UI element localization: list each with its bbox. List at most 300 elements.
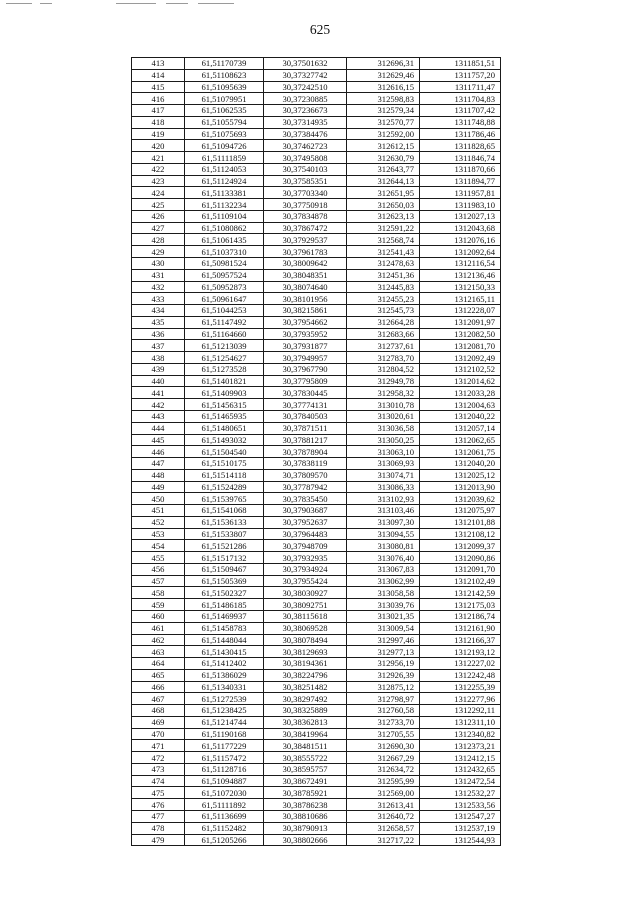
latitude-cell: 61,50981524: [185, 258, 264, 270]
x-coordinate-cell: 312630,79: [347, 152, 420, 164]
y-coordinate-cell: 1312040,20: [420, 458, 501, 470]
latitude-cell: 61,51094726: [185, 140, 264, 152]
x-coordinate-cell: 313094,55: [347, 528, 420, 540]
longitude-cell: 30,37834878: [264, 210, 347, 222]
point-number-cell: 468: [132, 705, 185, 717]
x-coordinate-cell: 313020,61: [347, 410, 420, 422]
point-number-cell: 450: [132, 493, 185, 505]
point-number-cell: 420: [132, 140, 185, 152]
table-row: [132, 434, 501, 446]
x-coordinate-cell: 312651,95: [347, 187, 420, 199]
point-number-cell: 440: [132, 375, 185, 387]
table-row: [132, 199, 501, 211]
x-coordinate-cell: 312690,30: [347, 740, 420, 752]
y-coordinate-cell: 1312544,93: [420, 834, 501, 846]
point-number-cell: 465: [132, 669, 185, 681]
y-coordinate-cell: 1311851,51: [420, 58, 501, 70]
table-row: [132, 822, 501, 834]
x-coordinate-cell: 313036,58: [347, 422, 420, 434]
table-row: [132, 410, 501, 422]
point-number-cell: 436: [132, 328, 185, 340]
table-row: [132, 716, 501, 728]
longitude-cell: 30,37867472: [264, 222, 347, 234]
x-coordinate-cell: 312613,41: [347, 799, 420, 811]
x-coordinate-cell: 313086,33: [347, 481, 420, 493]
point-number-cell: 460: [132, 610, 185, 622]
point-number-cell: 414: [132, 69, 185, 81]
x-coordinate-cell: 312592,00: [347, 128, 420, 140]
table-row: [132, 81, 501, 93]
point-number-cell: 423: [132, 175, 185, 187]
x-coordinate-cell: 312737,61: [347, 340, 420, 352]
latitude-cell: 61,51075693: [185, 128, 264, 140]
table-row: [132, 305, 501, 317]
table-row: [132, 458, 501, 470]
longitude-cell: 30,38251482: [264, 681, 347, 693]
longitude-cell: 30,37501632: [264, 58, 347, 70]
longitude-cell: 30,38129693: [264, 646, 347, 658]
y-coordinate-cell: 1312102,52: [420, 363, 501, 375]
latitude-cell: 61,51458783: [185, 622, 264, 634]
latitude-cell: 61,51505369: [185, 575, 264, 587]
table-row: [132, 152, 501, 164]
table-row: [132, 340, 501, 352]
table-row: [132, 669, 501, 681]
longitude-cell: 30,38092751: [264, 599, 347, 611]
x-coordinate-cell: 312949,78: [347, 375, 420, 387]
x-coordinate-cell: 312926,39: [347, 669, 420, 681]
table-row: [132, 246, 501, 258]
y-coordinate-cell: 1312228,07: [420, 305, 501, 317]
latitude-cell: 61,51109104: [185, 210, 264, 222]
point-number-cell: 469: [132, 716, 185, 728]
latitude-cell: 61,51177229: [185, 740, 264, 752]
point-number-cell: 462: [132, 634, 185, 646]
table-row: [132, 740, 501, 752]
point-number-cell: 429: [132, 246, 185, 258]
longitude-cell: 30,37242510: [264, 81, 347, 93]
y-coordinate-cell: 1311757,20: [420, 69, 501, 81]
y-coordinate-cell: 1312040,22: [420, 410, 501, 422]
table-row: [132, 469, 501, 481]
x-coordinate-cell: 313058,58: [347, 587, 420, 599]
latitude-cell: 61,51214744: [185, 716, 264, 728]
x-coordinate-cell: 312569,00: [347, 787, 420, 799]
y-coordinate-cell: 1312013,90: [420, 481, 501, 493]
y-coordinate-cell: 1312311,10: [420, 716, 501, 728]
table-row: [132, 352, 501, 364]
y-coordinate-cell: 1312432,65: [420, 763, 501, 775]
longitude-cell: 30,38810686: [264, 811, 347, 823]
table-row: [132, 799, 501, 811]
longitude-cell: 30,37964483: [264, 528, 347, 540]
y-coordinate-cell: 1312039,62: [420, 493, 501, 505]
point-number-cell: 421: [132, 152, 185, 164]
table-row: [132, 269, 501, 281]
longitude-cell: 30,37952637: [264, 516, 347, 528]
table-row: [132, 105, 501, 117]
longitude-cell: 30,37871511: [264, 422, 347, 434]
table-row: [132, 775, 501, 787]
table-row: [132, 387, 501, 399]
y-coordinate-cell: 1312101,88: [420, 516, 501, 528]
latitude-cell: 61,51480651: [185, 422, 264, 434]
longitude-cell: 30,37878904: [264, 446, 347, 458]
longitude-cell: 30,38297492: [264, 693, 347, 705]
longitude-cell: 30,37934924: [264, 563, 347, 575]
x-coordinate-cell: 312644,13: [347, 175, 420, 187]
latitude-cell: 61,51157472: [185, 752, 264, 764]
latitude-cell: 61,51080862: [185, 222, 264, 234]
longitude-cell: 30,37795809: [264, 375, 347, 387]
table-row: [132, 540, 501, 552]
point-number-cell: 441: [132, 387, 185, 399]
coordinates-table: [131, 57, 501, 846]
table-row: [132, 516, 501, 528]
longitude-cell: 30,37830445: [264, 387, 347, 399]
x-coordinate-cell: 313050,25: [347, 434, 420, 446]
x-coordinate-cell: 312541,43: [347, 246, 420, 258]
longitude-cell: 30,37774131: [264, 399, 347, 411]
x-coordinate-cell: 312717,22: [347, 834, 420, 846]
latitude-cell: 61,51539765: [185, 493, 264, 505]
point-number-cell: 473: [132, 763, 185, 775]
latitude-cell: 61,50961647: [185, 293, 264, 305]
latitude-cell: 61,51124924: [185, 175, 264, 187]
table-row: [132, 69, 501, 81]
longitude-cell: 30,37585351: [264, 175, 347, 187]
table-row: [132, 834, 501, 846]
x-coordinate-cell: 313097,30: [347, 516, 420, 528]
point-number-cell: 464: [132, 658, 185, 670]
longitude-cell: 30,37881217: [264, 434, 347, 446]
y-coordinate-cell: 1312537,19: [420, 822, 501, 834]
y-coordinate-cell: 1311786,46: [420, 128, 501, 140]
longitude-cell: 30,37903687: [264, 505, 347, 517]
x-coordinate-cell: 312658,57: [347, 822, 420, 834]
x-coordinate-cell: 312629,46: [347, 69, 420, 81]
y-coordinate-cell: 1312061,75: [420, 446, 501, 458]
point-number-cell: 458: [132, 587, 185, 599]
point-number-cell: 417: [132, 105, 185, 117]
x-coordinate-cell: 313062,99: [347, 575, 420, 587]
latitude-cell: 61,51465935: [185, 410, 264, 422]
y-coordinate-cell: 1312292,11: [420, 705, 501, 717]
point-number-cell: 463: [132, 646, 185, 658]
point-number-cell: 447: [132, 458, 185, 470]
longitude-cell: 30,37540103: [264, 163, 347, 175]
longitude-cell: 30,37495808: [264, 152, 347, 164]
y-coordinate-cell: 1312102,49: [420, 575, 501, 587]
point-number-cell: 433: [132, 293, 185, 305]
longitude-cell: 30,37967790: [264, 363, 347, 375]
point-number-cell: 457: [132, 575, 185, 587]
latitude-cell: 61,51062535: [185, 105, 264, 117]
latitude-cell: 61,51170739: [185, 58, 264, 70]
point-number-cell: 438: [132, 352, 185, 364]
y-coordinate-cell: 1312533,56: [420, 799, 501, 811]
point-number-cell: 476: [132, 799, 185, 811]
x-coordinate-cell: 312595,99: [347, 775, 420, 787]
y-coordinate-cell: 1311894,77: [420, 175, 501, 187]
table-row: [132, 93, 501, 105]
table-row: [132, 493, 501, 505]
latitude-cell: 61,51108623: [185, 69, 264, 81]
latitude-cell: 61,51111892: [185, 799, 264, 811]
point-number-cell: 446: [132, 446, 185, 458]
x-coordinate-cell: 312570,77: [347, 116, 420, 128]
latitude-cell: 61,51504540: [185, 446, 264, 458]
point-number-cell: 477: [132, 811, 185, 823]
y-coordinate-cell: 1312161,90: [420, 622, 501, 634]
table-row: [132, 175, 501, 187]
longitude-cell: 30,37703340: [264, 187, 347, 199]
point-number-cell: 456: [132, 563, 185, 575]
x-coordinate-cell: 312455,23: [347, 293, 420, 305]
y-coordinate-cell: 1312142,59: [420, 587, 501, 599]
y-coordinate-cell: 1312340,82: [420, 728, 501, 740]
y-coordinate-cell: 1311983,10: [420, 199, 501, 211]
y-coordinate-cell: 1312091,70: [420, 563, 501, 575]
table-row: [132, 58, 501, 70]
x-coordinate-cell: 312705,55: [347, 728, 420, 740]
x-coordinate-cell: 312733,70: [347, 716, 420, 728]
latitude-cell: 61,51205266: [185, 834, 264, 846]
y-coordinate-cell: 1312532,27: [420, 787, 501, 799]
latitude-cell: 61,51072030: [185, 787, 264, 799]
latitude-cell: 61,51152482: [185, 822, 264, 834]
y-coordinate-cell: 1312166,37: [420, 634, 501, 646]
point-number-cell: 448: [132, 469, 185, 481]
point-number-cell: 454: [132, 540, 185, 552]
x-coordinate-cell: 313063,10: [347, 446, 420, 458]
table-row: [132, 281, 501, 293]
y-coordinate-cell: 1311828,65: [420, 140, 501, 152]
x-coordinate-cell: 313067,83: [347, 563, 420, 575]
y-coordinate-cell: 1312099,37: [420, 540, 501, 552]
latitude-cell: 61,51536133: [185, 516, 264, 528]
point-number-cell: 451: [132, 505, 185, 517]
longitude-cell: 30,38224796: [264, 669, 347, 681]
y-coordinate-cell: 1312242,48: [420, 669, 501, 681]
point-number-cell: 427: [132, 222, 185, 234]
y-coordinate-cell: 1312136,46: [420, 269, 501, 281]
longitude-cell: 30,37750918: [264, 199, 347, 211]
y-coordinate-cell: 1311748,88: [420, 116, 501, 128]
latitude-cell: 61,51147492: [185, 316, 264, 328]
y-coordinate-cell: 1312277,96: [420, 693, 501, 705]
longitude-cell: 30,37931877: [264, 340, 347, 352]
y-coordinate-cell: 1312057,14: [420, 422, 501, 434]
longitude-cell: 30,38325889: [264, 705, 347, 717]
y-coordinate-cell: 1312186,74: [420, 610, 501, 622]
point-number-cell: 478: [132, 822, 185, 834]
longitude-cell: 30,38790913: [264, 822, 347, 834]
table-row: [132, 363, 501, 375]
table-row: [132, 681, 501, 693]
table-row: [132, 610, 501, 622]
table-row: [132, 693, 501, 705]
longitude-cell: 30,38419964: [264, 728, 347, 740]
x-coordinate-cell: 312997,46: [347, 634, 420, 646]
y-coordinate-cell: 1312043,68: [420, 222, 501, 234]
point-number-cell: 453: [132, 528, 185, 540]
latitude-cell: 61,51124053: [185, 163, 264, 175]
longitude-cell: 30,37384476: [264, 128, 347, 140]
longitude-cell: 30,38078494: [264, 634, 347, 646]
latitude-cell: 61,51079951: [185, 93, 264, 105]
latitude-cell: 61,51132234: [185, 199, 264, 211]
longitude-cell: 30,38215861: [264, 305, 347, 317]
latitude-cell: 61,51340331: [185, 681, 264, 693]
x-coordinate-cell: 312977,13: [347, 646, 420, 658]
y-coordinate-cell: 1312227,02: [420, 658, 501, 670]
latitude-cell: 61,51509467: [185, 563, 264, 575]
point-number-cell: 437: [132, 340, 185, 352]
x-coordinate-cell: 313039,76: [347, 599, 420, 611]
y-coordinate-cell: 1312193,12: [420, 646, 501, 658]
point-number-cell: 430: [132, 258, 185, 270]
latitude-cell: 61,51386029: [185, 669, 264, 681]
latitude-cell: 61,51272539: [185, 693, 264, 705]
y-coordinate-cell: 1312175,03: [420, 599, 501, 611]
table-row: [132, 787, 501, 799]
x-coordinate-cell: 312579,34: [347, 105, 420, 117]
latitude-cell: 61,51111859: [185, 152, 264, 164]
table-row: [132, 328, 501, 340]
longitude-cell: 30,38362813: [264, 716, 347, 728]
latitude-cell: 61,51128716: [185, 763, 264, 775]
point-number-cell: 459: [132, 599, 185, 611]
x-coordinate-cell: 312612,15: [347, 140, 420, 152]
table-row: [132, 234, 501, 246]
longitude-cell: 30,37955424: [264, 575, 347, 587]
y-coordinate-cell: 1312547,27: [420, 811, 501, 823]
y-coordinate-cell: 1312027,13: [420, 210, 501, 222]
x-coordinate-cell: 312616,15: [347, 81, 420, 93]
latitude-cell: 61,51254627: [185, 352, 264, 364]
page-number: 625: [309, 22, 331, 37]
y-coordinate-cell: 1312090,86: [420, 552, 501, 564]
latitude-cell: 61,51037310: [185, 246, 264, 258]
latitude-cell: 61,51541068: [185, 505, 264, 517]
point-number-cell: 418: [132, 116, 185, 128]
x-coordinate-cell: 313102,93: [347, 493, 420, 505]
x-coordinate-cell: 312760,58: [347, 705, 420, 717]
longitude-cell: 30,37230885: [264, 93, 347, 105]
y-coordinate-cell: 1311704,83: [420, 93, 501, 105]
latitude-cell: 61,51514118: [185, 469, 264, 481]
table-row: [132, 187, 501, 199]
x-coordinate-cell: 313069,93: [347, 458, 420, 470]
latitude-cell: 61,51061435: [185, 234, 264, 246]
table-row: [132, 763, 501, 775]
table-row: [132, 140, 501, 152]
y-coordinate-cell: 1312025,12: [420, 469, 501, 481]
latitude-cell: 61,51095639: [185, 81, 264, 93]
table-row: [132, 563, 501, 575]
x-coordinate-cell: 312640,72: [347, 811, 420, 823]
longitude-cell: 30,37935952: [264, 328, 347, 340]
latitude-cell: 61,50952873: [185, 281, 264, 293]
table-row: [132, 505, 501, 517]
table-row: [132, 258, 501, 270]
x-coordinate-cell: 312623,13: [347, 210, 420, 222]
y-coordinate-cell: 1311846,74: [420, 152, 501, 164]
table-row: [132, 210, 501, 222]
y-coordinate-cell: 1312091,97: [420, 316, 501, 328]
longitude-cell: 30,37929537: [264, 234, 347, 246]
longitude-cell: 30,37314935: [264, 116, 347, 128]
latitude-cell: 61,51430415: [185, 646, 264, 658]
point-number-cell: 461: [132, 622, 185, 634]
table-row: [132, 399, 501, 411]
x-coordinate-cell: 312634,72: [347, 763, 420, 775]
point-number-cell: 422: [132, 163, 185, 175]
table-row: [132, 528, 501, 540]
latitude-cell: 61,51136699: [185, 811, 264, 823]
y-coordinate-cell: 1312108,12: [420, 528, 501, 540]
y-coordinate-cell: 1312150,33: [420, 281, 501, 293]
longitude-cell: 30,38194361: [264, 658, 347, 670]
longitude-cell: 30,38069528: [264, 622, 347, 634]
point-number-cell: 439: [132, 363, 185, 375]
point-number-cell: 416: [132, 93, 185, 105]
point-number-cell: 435: [132, 316, 185, 328]
longitude-cell: 30,37835450: [264, 493, 347, 505]
x-coordinate-cell: 312643,77: [347, 163, 420, 175]
longitude-cell: 30,37327742: [264, 69, 347, 81]
y-coordinate-cell: 1312014,62: [420, 375, 501, 387]
latitude-cell: 61,51055794: [185, 116, 264, 128]
x-coordinate-cell: 312956,19: [347, 658, 420, 670]
x-coordinate-cell: 312667,29: [347, 752, 420, 764]
latitude-cell: 61,51486185: [185, 599, 264, 611]
longitude-cell: 30,37954662: [264, 316, 347, 328]
longitude-cell: 30,37787942: [264, 481, 347, 493]
latitude-cell: 61,51448044: [185, 634, 264, 646]
longitude-cell: 30,37932935: [264, 552, 347, 564]
y-coordinate-cell: 1312033,28: [420, 387, 501, 399]
x-coordinate-cell: 313080,81: [347, 540, 420, 552]
latitude-cell: 61,51456315: [185, 399, 264, 411]
y-coordinate-cell: 1312472,54: [420, 775, 501, 787]
table-row: [132, 481, 501, 493]
latitude-cell: 61,51493032: [185, 434, 264, 446]
point-number-cell: 419: [132, 128, 185, 140]
coordinates-table-body: [132, 58, 501, 846]
latitude-cell: 61,51164660: [185, 328, 264, 340]
latitude-cell: 61,51469937: [185, 610, 264, 622]
table-row: [132, 163, 501, 175]
longitude-cell: 30,38101956: [264, 293, 347, 305]
x-coordinate-cell: 313010,78: [347, 399, 420, 411]
x-coordinate-cell: 312598,83: [347, 93, 420, 105]
table-row: [132, 587, 501, 599]
point-number-cell: 432: [132, 281, 185, 293]
latitude-cell: 61,51213039: [185, 340, 264, 352]
latitude-cell: 61,51524289: [185, 481, 264, 493]
x-coordinate-cell: 313009,54: [347, 622, 420, 634]
longitude-cell: 30,37236673: [264, 105, 347, 117]
table-row: [132, 316, 501, 328]
longitude-cell: 30,38786238: [264, 799, 347, 811]
table-row: [132, 752, 501, 764]
latitude-cell: 61,51409903: [185, 387, 264, 399]
latitude-cell: 61,51521286: [185, 540, 264, 552]
y-coordinate-cell: 1312076,16: [420, 234, 501, 246]
longitude-cell: 30,37838119: [264, 458, 347, 470]
